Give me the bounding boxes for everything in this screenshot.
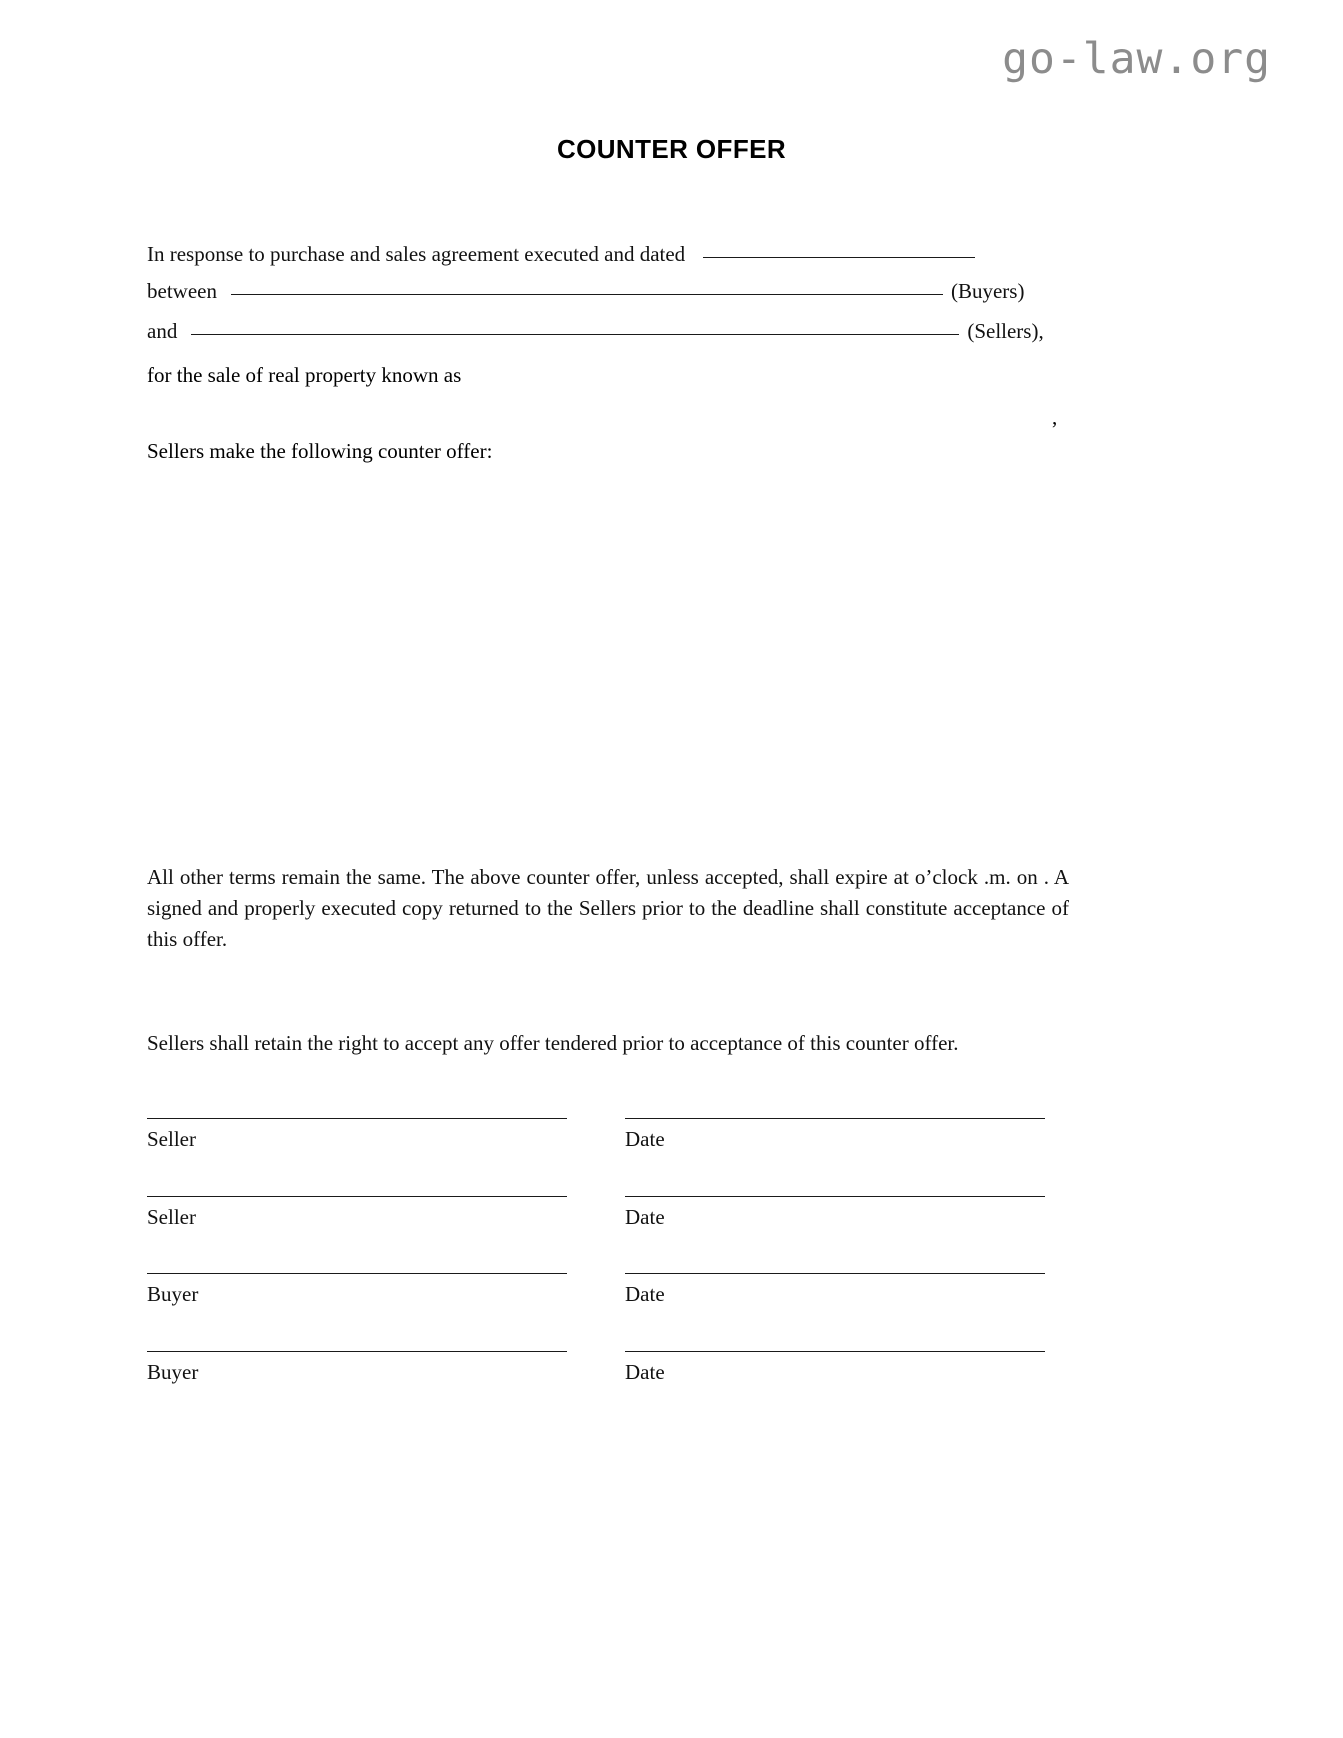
buyers-names-blank[interactable] xyxy=(231,294,943,295)
signature-row xyxy=(147,1118,1057,1153)
signature-cell-left xyxy=(147,1118,567,1153)
and-label: and xyxy=(147,319,178,343)
sellers-tail-label: (Sellers), xyxy=(967,319,1044,343)
signature-block xyxy=(147,1118,1057,1428)
property-trailing-comma: , xyxy=(1052,405,1058,429)
date-label: Date xyxy=(625,1127,665,1151)
signature-cell-right xyxy=(625,1273,1045,1308)
signature-cell-right xyxy=(625,1196,1045,1231)
intro-line-sellers xyxy=(147,311,1087,351)
page-title: COUNTER OFFER xyxy=(556,134,787,164)
expiration-seg-1: All other terms remain the same. The above counter offer, unless accepted, shall expire at xyxy=(147,865,909,889)
counter-offer-write-in-area[interactable] xyxy=(147,480,1067,850)
property-known-as-label: for the sale of real property known as xyxy=(147,363,462,387)
signature-label: Seller xyxy=(147,1204,196,1229)
counter-offer-lead-in: Sellers make the following counter offer: xyxy=(147,439,493,463)
date-label: Date xyxy=(625,1282,665,1306)
signature-cell-left xyxy=(147,1351,567,1386)
date-executed-blank[interactable] xyxy=(703,257,975,258)
expiration-paragraph xyxy=(147,859,1069,955)
buyers-tail-label: (Buyers) xyxy=(950,279,1025,303)
intro-line-dated xyxy=(147,237,1087,271)
signature-label: Buyer xyxy=(147,1359,199,1384)
watermark-go-law-org: go-law.org xyxy=(1002,34,1271,84)
date-label: Date xyxy=(625,1204,665,1229)
signature-cell-left xyxy=(147,1196,567,1231)
intro-block xyxy=(147,237,1087,351)
expiration-seg-4: . A signed and properly executed copy returned to the Sellers prior to the deadline shall constitute acceptance of this offer. xyxy=(147,865,1070,951)
date-label: Date xyxy=(625,1359,665,1384)
signature-cell-right xyxy=(625,1118,1045,1153)
intro-line-dated-text: In response to purchase and sales agreement executed and dated xyxy=(147,242,686,266)
signature-cell-left xyxy=(147,1273,567,1308)
signature-label: Buyer xyxy=(147,1282,199,1306)
signature-row xyxy=(147,1273,1057,1308)
sellers-names-blank[interactable] xyxy=(191,334,959,335)
intro-line-buyers xyxy=(147,271,1087,311)
expiration-seg-3: .m. on xyxy=(983,865,1038,889)
retain-right-paragraph: Sellers shall retain the right to accept any offer tendered prior to acceptance of this counter offer. xyxy=(147,1031,959,1055)
signature-label: Seller xyxy=(147,1127,196,1151)
signature-row xyxy=(147,1351,1057,1386)
signature-cell-right xyxy=(625,1351,1045,1386)
expiration-seg-2: o’clock xyxy=(914,865,978,889)
signature-row xyxy=(147,1196,1057,1231)
between-label: between xyxy=(147,279,217,303)
